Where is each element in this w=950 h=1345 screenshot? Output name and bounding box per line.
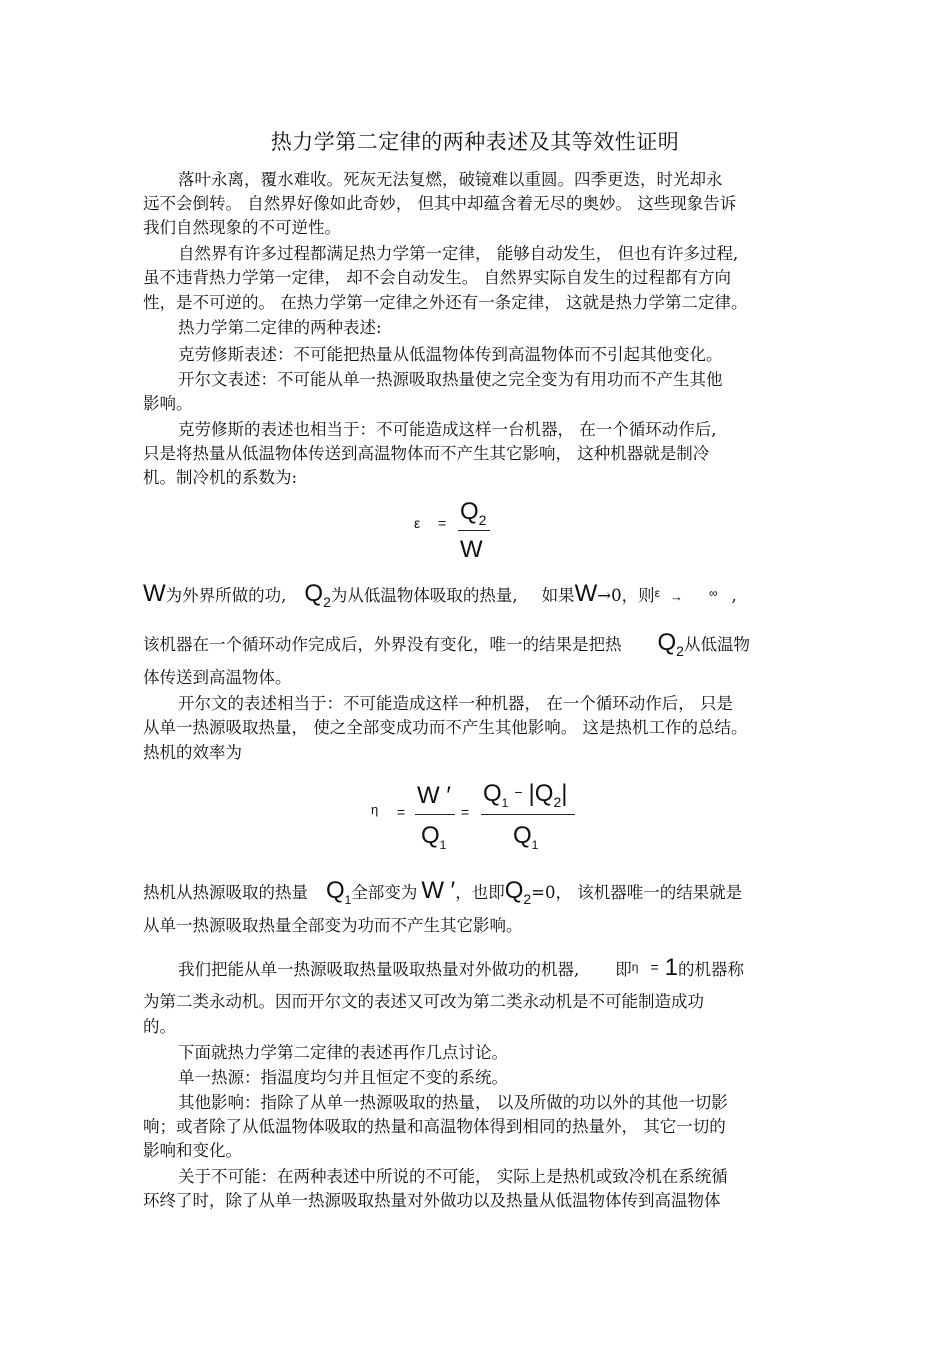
formula2-denominator-1: $Q_1$: [421, 822, 447, 852]
formula-refrigerator-coefficient: [410, 498, 510, 568]
paragraph-13-line-3: 影响和变化。: [143, 1141, 242, 1160]
formula-heat-engine-efficiency: [365, 776, 595, 856]
formula1-denominator: W: [460, 536, 483, 563]
paragraph-10-line-1: 我们把能从单一热源吸取热量吸取热量对外做功的机器, 即$^\eta$ = 1的机器称: [178, 954, 744, 981]
paragraph-6-line-2: 只是将热量从低温物体传送到高温物体而不产生其它影响， 这种机器就是制冷: [143, 444, 710, 463]
formula2-numerator-2: $Q_1- |Q_2|$: [483, 780, 568, 810]
paragraph-1-line-1: 落叶永离，覆水难收。死灰无法复燃，破镜难以重圆。四季更迭，时光却永: [178, 170, 723, 189]
formula1-numerator: $Q_2$: [460, 498, 487, 528]
document-title: 热力学第二定律的两种表述及其等效性证明: [270, 130, 680, 154]
paragraph-3: 热力学第二定律的两种表述:: [178, 318, 382, 337]
paragraph-kelvin-line-2: 影响。: [143, 394, 193, 413]
paragraph-11: 下面就热力学第二定律的表述再作几点讨论。: [178, 1043, 508, 1062]
paragraph-1-line-2: 远不会倒转。 自然界好像如此奇妙， 但其中却蕴含着无尽的奥妙。 这些现象告诉: [143, 194, 737, 213]
paragraph-2-line-1: 自然界有许多过程都满足热力学第一定律， 能够自动发生， 但也有许多过程,: [178, 244, 739, 263]
formula2-fraction-bar-1: [415, 814, 455, 815]
paragraph-12: 单一热源：指温度均匀并且恒定不变的系统。: [178, 1068, 508, 1087]
paragraph-7-line-2: 该机器在一个循环动作完成后，外界没有变化，唯一的结果是把热 $Q_2$从低温物: [143, 629, 750, 659]
paragraph-14-line-2: 环终了时，除了从单一热源吸取热量对外做功以及热量从低温物体传到高温物体: [143, 1191, 721, 1210]
formula1-epsilon: ε: [414, 515, 421, 531]
paragraph-clausius: 克劳修斯表述：不可能把热量从低温物体传到高温物体而不引起其他变化。: [178, 345, 723, 364]
paragraph-6-line-3: 机。制冷机的系数为:: [143, 468, 298, 487]
paragraph-14-line-1: 关于不可能：在两种表述中所说的不可能， 实际上是热机或致冷机在系统循: [178, 1167, 728, 1186]
formula2-eta: η: [371, 802, 379, 817]
formula1-fraction-bar: [458, 530, 490, 531]
formula2-equals-1: =: [397, 804, 406, 820]
paragraph-8-line-3: 热机的效率为: [143, 743, 242, 762]
paragraph-9-line-2: 从单一热源吸取热量全部变为功而不产生其它影响。: [143, 916, 523, 935]
paragraph-8-line-2: 从单一热源吸取热量， 使之全部变成功而不产生其他影响。 这是热机工作的总结。: [143, 718, 748, 737]
paragraph-13-line-1: 其他影响：指除了从单一热源吸取的热量， 以及所做的功以外的其他一切影: [178, 1093, 728, 1112]
paragraph-9-line-1: 热机从热源吸取的热量 $Q_1$全部变为 W ′，也即$Q_2=0$， 该机器唯一的结果就是: [143, 877, 743, 907]
paragraph-1-line-3: 我们自然现象的不可逆性。: [143, 218, 341, 237]
paragraph-7-line-1: W为外界所做的功, $Q_2$为从低温物体吸取的热量, 如果W→0，则$^\varepsilon$ → ∞ ,: [143, 580, 737, 610]
paragraph-2-line-2: 虽不违背热力学第一定律， 却不会自动发生。 自然界实际自发生的过程都有方向: [143, 268, 731, 287]
paragraph-8-line-1: 开尔文的表述相当于：不可能造成这样一种机器， 在一个循环动作后， 只是: [178, 694, 733, 713]
paragraph-13-line-2: 响；或者除了从低温物体吸取的热量和高温物体得到相同的热量外， 其它一切的: [143, 1117, 726, 1136]
paragraph-2-line-3: 性，是不可逆的。 在热力学第一定律之外还有一条定律， 这就是热力学第二定律。: [143, 293, 748, 312]
formula1-equals: =: [438, 515, 447, 531]
formula2-fraction-bar-2: [481, 814, 575, 815]
paragraph-7-line-3: 体传送到高温物体。: [143, 668, 292, 687]
formula2-equals-2: =: [461, 804, 470, 820]
paragraph-kelvin-line-1: 开尔文表述：不可能从单一热源吸取热量使之完全变为有用功而不产生其他: [178, 370, 723, 389]
formula2-denominator-2: $Q_1$: [513, 822, 539, 852]
paragraph-10-line-2: 为第二类永动机。因而开尔文的表述又可改为第二类永动机是不可能制造成功: [143, 992, 704, 1011]
formula2-numerator-1: W ′: [417, 782, 451, 809]
paragraph-10-line-3: 的。: [143, 1017, 176, 1036]
paragraph-6-line-1: 克劳修斯的表述也相当于：不可能造成这样一台机器， 在一个循环动作后,: [178, 420, 717, 439]
